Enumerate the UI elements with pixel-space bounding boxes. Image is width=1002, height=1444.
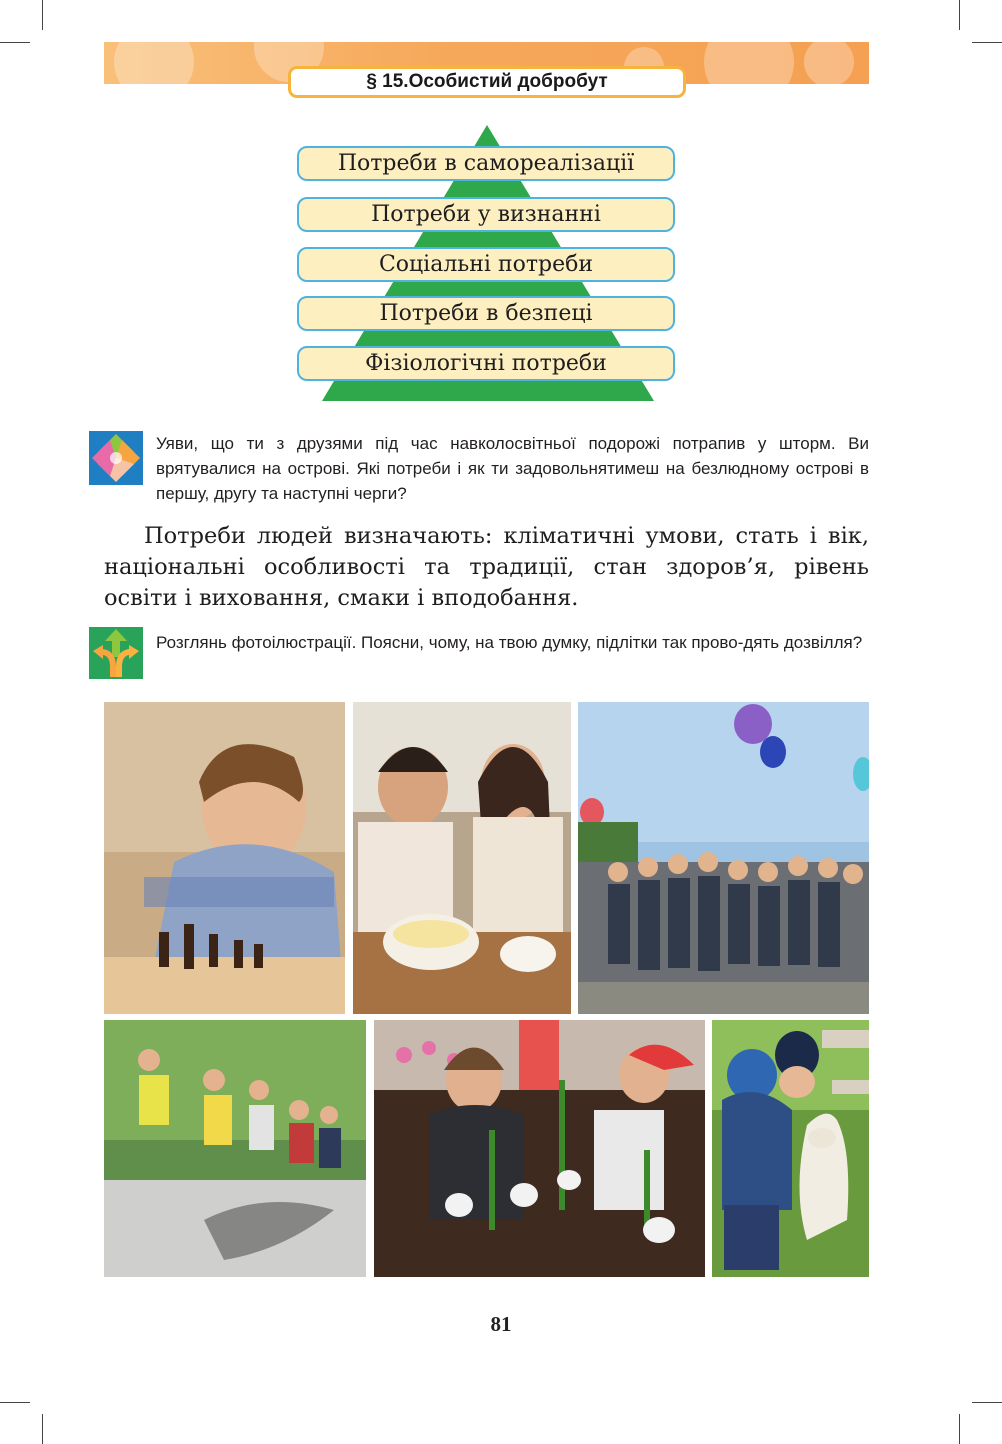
crop-mark — [972, 1402, 1002, 1403]
photo-teens-jumping — [104, 1020, 366, 1277]
pyramid-level-social: Соціальні потреби — [297, 247, 675, 282]
photo-children-baking — [353, 702, 571, 1014]
arrows-icon — [89, 627, 143, 679]
pyramid-level-safety: Потреби в безпеці — [297, 296, 675, 331]
task-text-island: Уяви, що ти з друзями під час навколосвітньої подорожі потрапив у шторм. Ви врятувалися на острові. Які потреби і як ти задовольнятимеш на безлюдному острові в першу, другу та наступні черги? — [156, 434, 869, 503]
crop-mark — [0, 42, 30, 43]
photo-children-planting-flowers — [374, 1020, 705, 1277]
puzzle-icon — [89, 431, 143, 485]
section-title: § 15.Особистий добробут — [288, 66, 686, 98]
page-number: 81 — [490, 1312, 512, 1336]
crop-mark — [972, 42, 1002, 43]
pyramid-level-esteem: Потреби у визнанні — [297, 197, 675, 232]
photo-teens-with-balloons — [578, 702, 869, 1014]
crop-mark — [42, 1414, 43, 1444]
photo-child-feeding-goat — [712, 1020, 869, 1277]
task-text-photos: Розглянь фотоілюстрації. Поясни, чому, на твою думку, підлітки так прово-дять дозвілля? — [156, 633, 863, 652]
crop-mark — [0, 1402, 30, 1403]
pyramid-level-physiological: Фізіологічні потреби — [297, 346, 675, 381]
crop-mark — [959, 1414, 960, 1444]
crop-mark — [42, 0, 43, 30]
main-paragraph: Потреби людей визначають: кліматичні умови, стать і вік, національні особливості та традиції, стан здоров’я, рівень освіти і виховання, смаки і вподобання. — [104, 523, 869, 611]
crop-mark — [959, 0, 960, 30]
pyramid-level-self-actualization: Потреби в самореалізації — [297, 146, 675, 181]
photo-boy-playing-chess — [104, 702, 345, 1014]
